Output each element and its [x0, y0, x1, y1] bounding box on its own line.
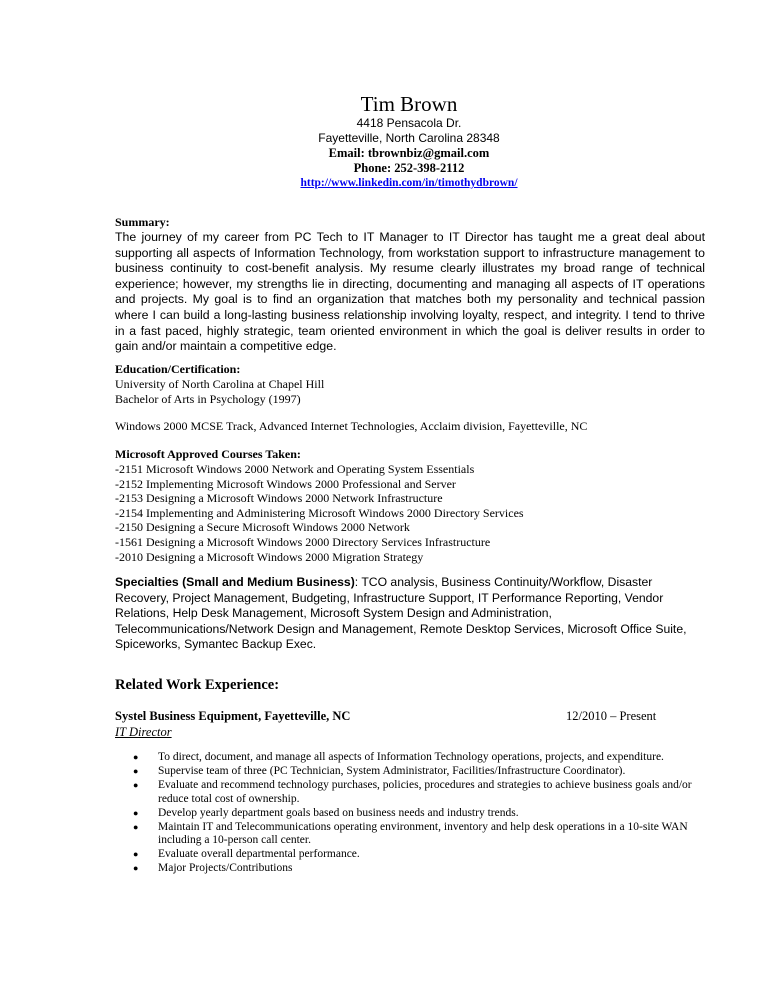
courses-heading: Microsoft Approved Courses Taken: — [115, 447, 301, 461]
course-item: -2152 Implementing Microsoft Windows 2000 Professional and Server — [115, 476, 456, 491]
resume-header — [0, 92, 768, 191]
job-dates: 12/2010 – Present — [566, 709, 657, 723]
specialties-label: Specialties (Small and Medium Business) — [115, 575, 355, 589]
list-item: ● Evaluate and recommend technology purchases, policies, procedures and strategies to achieve business goals and/or reduce total cost of ownership. — [133, 779, 692, 805]
list-item: ● Supervise team of three (PC Technician, System Administrator, Facilities/Infrastructure Coordinator). — [133, 765, 626, 778]
education-heading: Education/Certification: — [115, 362, 241, 376]
email-line: Email: tbrownbiz@gmail.com — [328, 146, 490, 160]
bullet-icon: ● — [133, 807, 139, 818]
phone-line: Phone: 252-398-2112 — [353, 161, 465, 175]
course-item: -2150 Designing a Secure Microsoft Windows 2000 Network — [115, 520, 410, 535]
list-item: ● Maintain IT and Telecommunications operating environment, inventory and help desk operations in a 10-site WAN including a 10-person call center. — [133, 820, 688, 847]
list-item: ● To direct, document, and manage all aspects of Information Technology operations, projects, and expenditure. — [133, 751, 664, 763]
certification-line: Windows 2000 MCSE Track, Advanced Internet Technologies, Acclaim division, Fayetteville, NC — [115, 419, 588, 433]
courses-section — [115, 446, 705, 564]
address-line-2: Fayetteville, North Carolina 28348 — [318, 131, 500, 145]
course-item: -2010 Designing a Microsoft Windows 2000 Migration Strategy — [115, 549, 424, 564]
course-item: -1561 Designing a Microsoft Windows 2000 Directory Services Infrastructure — [115, 534, 491, 549]
list-item: ● Major Projects/Contributions — [133, 862, 293, 875]
education-school: University of North Carolina at Chapel Hill — [115, 377, 325, 391]
bullet-icon: ● — [133, 863, 139, 874]
job-title: IT Director — [115, 725, 172, 739]
summary-section — [115, 214, 705, 355]
course-item: -2153 Designing a Microsoft Windows 2000 Network Infrastructure — [115, 491, 443, 506]
address-line-1: 4418 Pensacola Dr. — [356, 116, 462, 130]
bullet-icon: ● — [133, 821, 139, 832]
experience-heading: Related Work Experience: — [115, 677, 280, 693]
summary-text: The journey of my career from PC Tech to IT Manager to IT Director has taught me a great deal about supporting all aspects of Information Technology, from workstation support to infrastructure management to business continuity to cost-benefit analysis. My resume clearly illustrates my broad range of technical experience; however, my strengths lie in directing, documenting and managing all aspects of IT operations and projects. My goal is to find an organization that matches both my personality and technical passion where I can build a long-lasting business relationship involving loyalty, respect, and integrity. I tend to thrive in a fast paced, highly strategic, team oriented environment in which the goal is deliver results in order to gain and/or maintain a competitive edge. — [115, 230, 705, 354]
course-item: -2154 Implementing and Administering Microsoft Windows 2000 Directory Services — [115, 505, 524, 520]
job-duties-list — [133, 751, 693, 876]
specialties-text: : TCO analysis, Business Continuity/Workflow, Disaster Recovery, Project Management, Budgeting, Infrastructure Support, IT Performance Reporting, Vendor Relations, Help Desk Management, Microsoft System Design and Administration, Telecommunications/Network Design and Management, Remote Desktop Services, Microsoft Office Suite, Spiceworks, Symantec Backup Exec. — [115, 575, 687, 652]
job-company: Systel Business Equipment, Fayetteville, NC — [115, 709, 351, 723]
bullet-icon: ● — [133, 766, 139, 777]
specialties-section — [115, 575, 705, 653]
education-section — [115, 361, 705, 434]
bullet-icon: ● — [133, 752, 139, 762]
bullet-icon: ● — [133, 849, 139, 860]
job-entry — [115, 709, 675, 739]
education-degree: Bachelor of Arts in Psychology (1997) — [115, 391, 301, 406]
bullet-icon: ● — [133, 780, 139, 791]
list-item: ● Develop yearly department goals based on business needs and industry trends. — [133, 806, 519, 819]
list-item: ● Evaluate overall departmental performance. — [133, 848, 360, 861]
summary-heading: Summary: — [115, 215, 170, 229]
candidate-name: Tim Brown — [360, 92, 458, 116]
linkedin-link[interactable]: http://www.linkedin.com/in/timothydbrown/ — [300, 177, 518, 189]
course-item: -2151 Microsoft Windows 2000 Network and Operating System Essentials — [115, 462, 475, 476]
